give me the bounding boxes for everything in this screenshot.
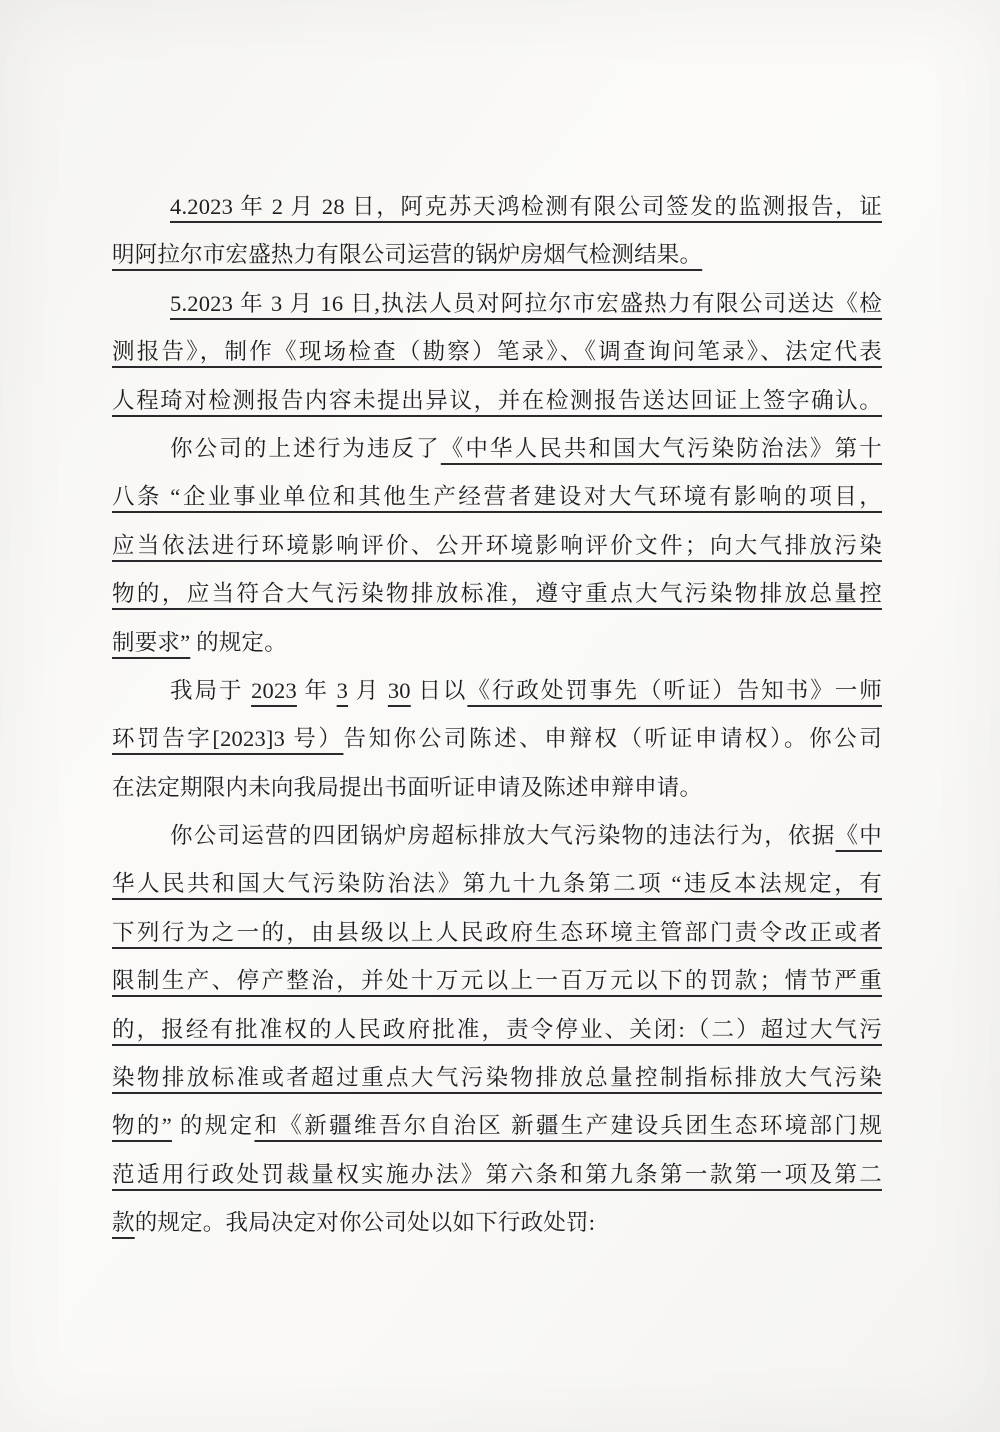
text-line <box>112 1054 882 1102</box>
underlined-text-segment: 《行政处罚事先（听证）告知书》一师 <box>467 677 882 703</box>
text-segment: 你公司的上述行为违反了 <box>170 435 441 461</box>
text-line <box>112 619 882 667</box>
text-segment: 我局于 <box>170 677 252 703</box>
text-line <box>112 909 882 957</box>
text-line <box>112 231 882 279</box>
underlined-text-segment: 下列行为之一的，由县级以上人民政府生态环境主管部门责令改正或者 <box>112 919 882 945</box>
text-line <box>112 667 882 715</box>
underlined-text-segment: 3 <box>336 677 349 703</box>
underlined-text-segment: 八条 “企业事业单位和其他生产经营者建设对大气环境有影响的项目， <box>112 484 882 510</box>
text-line <box>112 860 882 908</box>
underlined-text-segment: 和《新疆维吾尔自治区 新疆生产建设兵团生态环境部门规 <box>254 1113 882 1139</box>
text-line <box>112 764 882 812</box>
underlined-text-segment: 物的，应当符合大气污染物排放标准，遵守重点大气污染物排放总量控 <box>112 581 882 607</box>
text-line <box>112 812 882 860</box>
underlined-text-segment: 制要求” <box>112 629 191 655</box>
text-line <box>112 1199 882 1247</box>
underlined-text-segment: 明阿拉尔市宏盛热力有限公司运营的锅炉房烟气检测结果。 <box>112 242 703 268</box>
underlined-text-segment: 测报告》，制作《现场检查（勘察）笔录》、《调查询问笔录》、法定代表 <box>112 339 882 365</box>
underlined-text-segment: 4.2023 年 2 月 28 日，阿克苏天鸿检测有限公司签发的监测报告，证 <box>170 194 882 219</box>
text-segment: 在法定期限内未向我局提出书面听证申请及陈述申辩申请。 <box>112 774 703 800</box>
text-line <box>112 1006 882 1054</box>
text-segment: 你公司运营的四团锅炉房超标排放大气污染物的违法行为，依据 <box>170 823 836 849</box>
text-segment: 月 <box>348 677 388 703</box>
underlined-text-segment: 《中 <box>835 823 882 849</box>
underlined-text-segment: 应当依法进行环境影响评价、公开环境影响评价文件；向大气排放污染 <box>112 532 882 558</box>
text-line <box>112 570 882 618</box>
underlined-text-segment: 环罚告字[2023]3 号） <box>112 726 344 752</box>
text-line <box>112 715 882 763</box>
underlined-text-segment: 人程琦对检测报告内容未提出异议，并在检测报告送达回证上签字确认。 <box>112 387 882 413</box>
text-line <box>112 280 882 328</box>
text-line <box>112 377 882 425</box>
text-segment: 年 <box>296 677 337 703</box>
underlined-text-segment: 30 <box>387 677 411 703</box>
text-segment: 的规定。我局决定对你公司处以如下行政处罚: <box>134 1210 596 1236</box>
underlined-text-segment: 2023 <box>251 677 297 703</box>
text-line <box>112 473 882 521</box>
underlined-text-segment: 染物排放标准或者超过重点大气污染物排放总量控制指标排放大气污染 <box>112 1065 882 1091</box>
underlined-text-segment: 物的” <box>112 1113 172 1139</box>
text-line <box>112 425 882 473</box>
underlined-text-segment: 的，报经有批准权的人民政府批准，责令停业、关闭:（二）超过大气污 <box>112 1016 882 1042</box>
text-segment: 日以 <box>410 677 468 703</box>
text-segment: 的规定 <box>171 1113 255 1139</box>
text-segment: 的规定。 <box>190 629 287 655</box>
underlined-text-segment: 5.2023 年 3 月 16 日,执法人员对阿拉尔市宏盛热力有限公司送达《检 <box>170 290 882 316</box>
text-line <box>112 1102 882 1150</box>
text-line <box>112 1151 882 1199</box>
underlined-text-segment: 款 <box>112 1210 135 1236</box>
document-body <box>112 183 882 1248</box>
text-line <box>112 183 882 231</box>
text-line <box>112 328 882 376</box>
text-line <box>112 957 882 1005</box>
underlined-text-segment: 限制生产、停产整治，并处十万元以上一百万元以下的罚款；情节严重 <box>112 968 882 994</box>
underlined-text-segment: 《中华人民共和国大气污染防治法》第十 <box>440 435 882 461</box>
text-line <box>112 522 882 570</box>
underlined-text-segment: 范适用行政处罚裁量权实施办法》第六条和第九条第一款第一项及第二 <box>112 1161 882 1187</box>
text-segment: 告知你公司陈述、申辩权（听证申请权）。你公司 <box>343 726 882 752</box>
underlined-text-segment: 华人民共和国大气污染防治法》第九十九条第二项 “违反本法规定，有 <box>112 871 882 897</box>
